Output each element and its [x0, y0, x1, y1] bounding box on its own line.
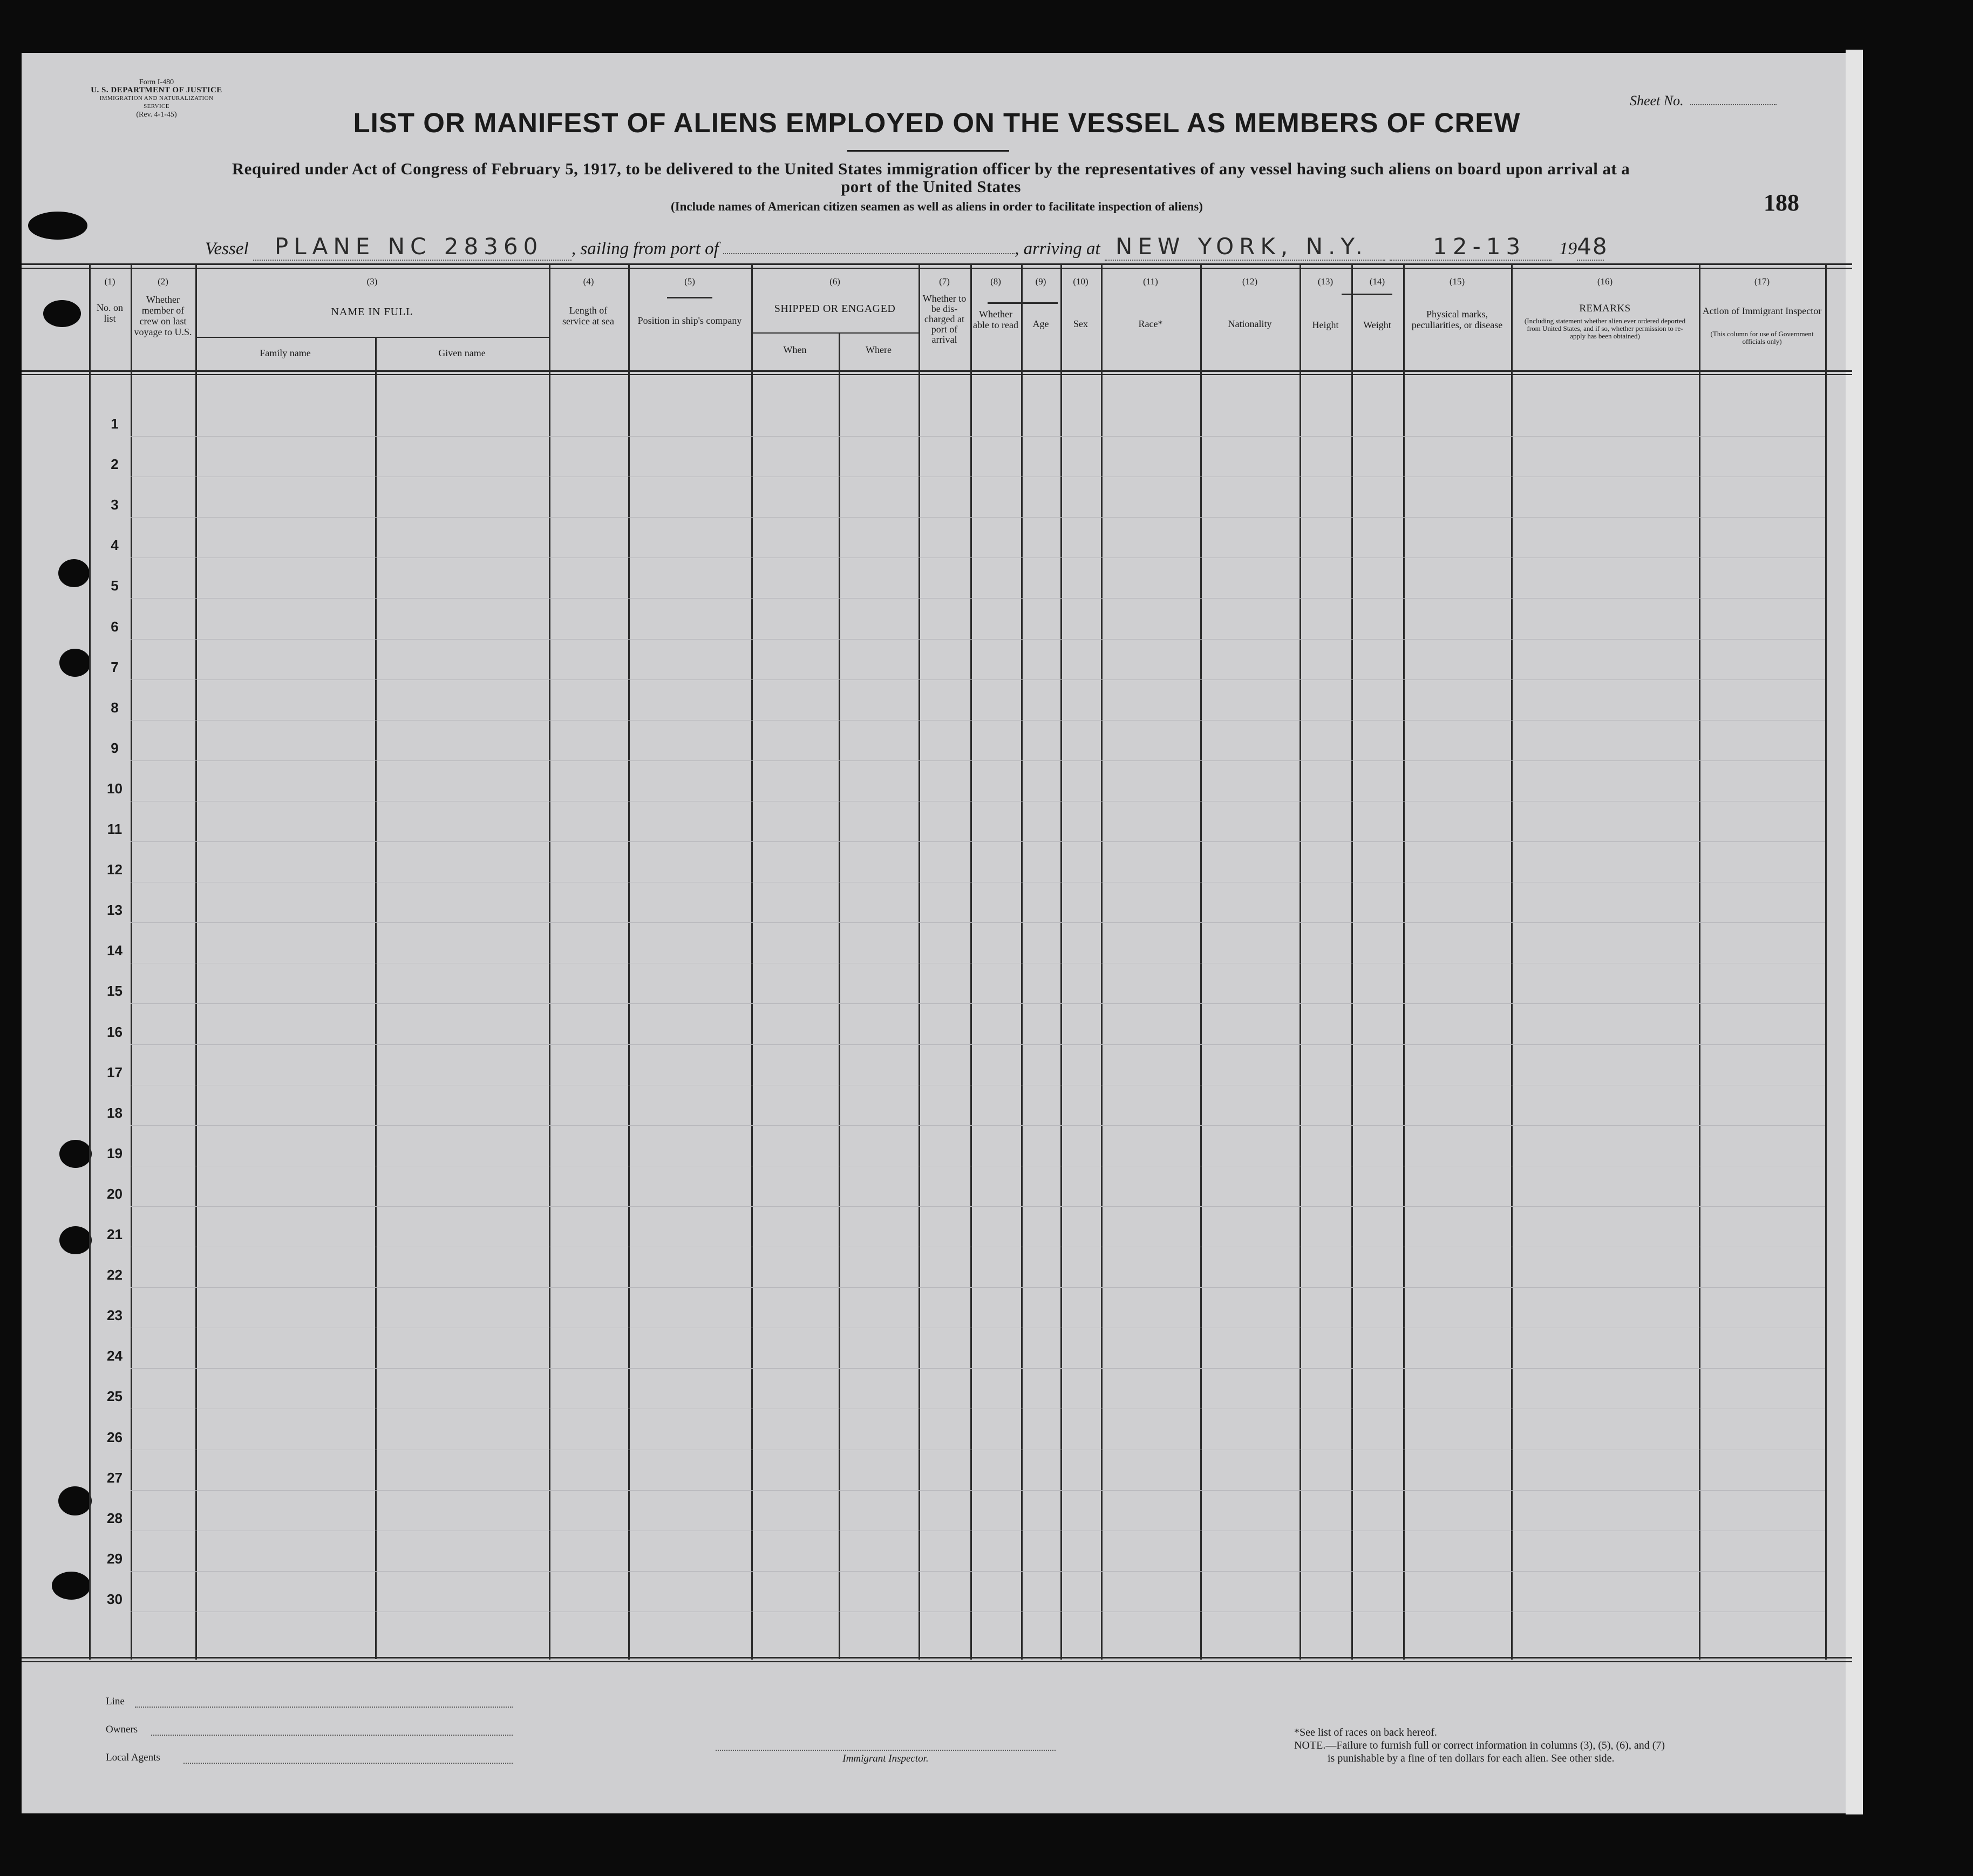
- column-14-number: (14): [1369, 276, 1385, 287]
- title-underline: [847, 150, 1009, 152]
- column-divider: [751, 264, 753, 1660]
- column-divider: [1101, 264, 1103, 1660]
- column-7-number: (7): [939, 276, 950, 287]
- local-agents-label: Local Agents: [106, 1752, 160, 1763]
- requirement-text: [124, 160, 1738, 195]
- page-number-stamp: 188: [1764, 189, 1799, 216]
- date-handwritten: 12-13: [1433, 233, 1526, 260]
- column-1-number: (1): [104, 276, 115, 287]
- row-number: 14: [107, 942, 123, 959]
- column-4-number: (4): [583, 276, 594, 287]
- column-4-header: Length of service at sea: [562, 305, 614, 327]
- table-top-border: [22, 263, 1852, 265]
- when-header: When: [783, 344, 807, 355]
- row-number: 27: [107, 1469, 123, 1486]
- column-12-number: (12): [1242, 276, 1258, 287]
- row-number: 9: [111, 739, 119, 756]
- header-bottom-border-inner: [22, 374, 1852, 375]
- column-8-number: (8): [990, 276, 1001, 287]
- row-number: 11: [107, 821, 123, 837]
- column-15-header: Physical marks, peculiarities, or disease: [1411, 309, 1503, 330]
- row-rule: [131, 517, 1825, 518]
- column-6-number: (6): [829, 276, 840, 287]
- arriving-handwritten: NEW YORK, N.Y.: [1115, 233, 1368, 260]
- row-number: 16: [107, 1023, 123, 1040]
- sheet-number-blank: [1690, 104, 1777, 105]
- row-rule: [131, 922, 1825, 923]
- punch-hole: [28, 212, 87, 240]
- row-rule: [131, 720, 1825, 721]
- column-divider: [919, 264, 920, 1660]
- row-number: 17: [107, 1064, 123, 1080]
- row-rule: [131, 1206, 1825, 1207]
- row-number: 26: [107, 1429, 123, 1445]
- line-field: [135, 1707, 513, 1708]
- punch-hole: [58, 559, 90, 587]
- year-prefix: 19: [1559, 239, 1577, 259]
- row-rule: [131, 639, 1825, 640]
- weight-bracket: [1342, 294, 1392, 295]
- penalty-note-line-1: NOTE.—Failure to furnish full or correct information in columns (3), (5), (6), and (7): [1294, 1739, 1665, 1751]
- column-divider: [1699, 264, 1700, 1660]
- row-number: 6: [111, 618, 119, 635]
- column-divider: [1300, 264, 1301, 1660]
- year-field: [1577, 233, 1608, 261]
- column-5-bracket: [667, 297, 712, 298]
- arriving-port-field: [1105, 233, 1385, 261]
- column-13-header: Height: [1312, 320, 1339, 330]
- row-number: 8: [111, 699, 119, 716]
- row-rule: [131, 841, 1825, 842]
- column-14-header: Weight: [1363, 320, 1391, 330]
- row-number: 5: [111, 577, 119, 594]
- column-11-number: (11): [1143, 276, 1158, 287]
- service-name: IMMIGRATION AND NATURALIZATION SERVICE: [99, 95, 214, 110]
- column-15-number: (15): [1449, 276, 1465, 287]
- row-number: 15: [107, 983, 123, 1000]
- column-divider: [375, 337, 377, 1659]
- penalty-note-line-2: is punishable by a fine of ten dollars for each alien. See other side.: [1328, 1752, 1615, 1764]
- column-2-header: Whether member of crew on last voyage to U.S.: [134, 294, 192, 337]
- sheet-edge: [1846, 50, 1863, 1814]
- column-12-header: Nationality: [1228, 318, 1272, 329]
- age-bracket: [988, 302, 1058, 304]
- form-number: Form I-480: [139, 78, 174, 86]
- row-number: 22: [107, 1267, 123, 1283]
- row-number: 29: [107, 1550, 123, 1567]
- requirement-line-2: port of the United States: [841, 177, 1021, 196]
- row-number: 12: [107, 861, 123, 878]
- column-divider: [89, 264, 91, 1660]
- department-name: U. S. DEPARTMENT OF JUSTICE: [91, 86, 222, 94]
- punch-hole: [58, 1486, 92, 1515]
- row-rule: [131, 598, 1825, 599]
- column-divider: [195, 264, 197, 1660]
- header-bottom-border: [22, 370, 1852, 372]
- column-divider: [1060, 264, 1062, 1660]
- punch-hole: [59, 1140, 92, 1168]
- row-rule: [131, 1125, 1825, 1126]
- column-2-number: (2): [158, 276, 168, 287]
- column-3-header: NAME IN FULL: [331, 306, 413, 318]
- row-number: 1: [111, 416, 119, 432]
- line-label: Line: [106, 1696, 125, 1707]
- owners-field: [151, 1735, 513, 1736]
- column-16-detail: (Including statement whether alien ever ordered deported from United States, and if so, whether permission to re-apply has been obtained): [1524, 317, 1686, 340]
- column-divider: [1200, 264, 1202, 1660]
- column-10-header: Sex: [1073, 318, 1088, 329]
- column-3-number: (3): [366, 276, 378, 287]
- vessel-line: [205, 233, 1608, 261]
- inspector-signature-line: [716, 1750, 1056, 1751]
- row-rule: [131, 1003, 1825, 1004]
- column-divider: [1511, 264, 1513, 1660]
- row-number: 18: [107, 1104, 123, 1121]
- column-17-detail: (This column for use of Government officials only): [1710, 330, 1814, 345]
- year-handwritten: 48: [1577, 233, 1608, 260]
- inspector-label: Immigrant Inspector.: [842, 1753, 929, 1764]
- row-number: 19: [107, 1145, 123, 1161]
- date-field: [1390, 233, 1552, 261]
- page-title: LIST OR MANIFEST OF ALIENS EMPLOYED ON THE VESSEL AS MEMBERS OF CREW: [353, 107, 1521, 138]
- punch-hole: [43, 300, 81, 327]
- row-number: 13: [107, 902, 123, 919]
- column-16-header: REMARKS: [1579, 303, 1631, 314]
- vessel-handwritten: PLANE NC 28360: [274, 233, 543, 260]
- row-rule: [131, 1044, 1825, 1045]
- name-subheader-rule: [195, 337, 549, 338]
- column-1-header: No. on list: [97, 302, 123, 324]
- local-agents-field: [183, 1763, 513, 1764]
- owners-label: Owners: [106, 1724, 138, 1735]
- column-divider: [1825, 264, 1827, 1660]
- where-header: Where: [866, 344, 892, 355]
- row-number: 2: [111, 456, 119, 473]
- vessel-label: Vessel: [205, 239, 249, 259]
- given-name-header: Given name: [438, 348, 486, 358]
- row-rule: [131, 1490, 1825, 1491]
- column-5-number: (5): [684, 276, 695, 287]
- row-rule: [131, 1368, 1825, 1369]
- row-number: 20: [107, 1185, 123, 1202]
- column-9-header: Age: [1032, 318, 1049, 329]
- column-16-number: (16): [1597, 276, 1613, 287]
- punch-hole: [59, 649, 91, 677]
- sheet-number-label: Sheet No.: [1630, 93, 1684, 108]
- punch-hole: [52, 1572, 91, 1600]
- arriving-label: , arriving at: [1015, 239, 1100, 259]
- sailing-port-field: [723, 253, 1015, 254]
- row-number: 30: [107, 1590, 123, 1607]
- sailing-label: , sailing from port of: [571, 239, 719, 259]
- shipped-subheader-rule: [751, 332, 919, 334]
- row-number: 21: [107, 1226, 123, 1242]
- row-rule: [131, 679, 1825, 680]
- column-divider: [970, 264, 972, 1660]
- row-number: 4: [111, 537, 119, 554]
- column-11-header: Race*: [1138, 318, 1163, 329]
- row-rule: [131, 1287, 1825, 1288]
- column-divider: [1351, 264, 1353, 1660]
- column-8-header: Whether able to read: [973, 309, 1018, 330]
- row-rule: [131, 760, 1825, 761]
- table-bottom-border-inner: [22, 1661, 1852, 1662]
- row-number: 7: [111, 658, 119, 675]
- column-6-header: SHIPPED OR ENGAGED: [774, 303, 896, 315]
- punch-hole: [59, 1226, 92, 1254]
- row-rule: [131, 1571, 1825, 1572]
- column-9-number: (9): [1035, 276, 1046, 287]
- row-number: 23: [107, 1307, 123, 1324]
- vessel-field: [253, 233, 572, 261]
- column-divider: [131, 264, 132, 1660]
- column-divider: [839, 332, 840, 1659]
- table-top-border-inner: [22, 268, 1852, 269]
- column-divider: [549, 264, 550, 1660]
- column-17-number: (17): [1754, 276, 1770, 287]
- column-13-number: (13): [1317, 276, 1334, 287]
- column-divider: [628, 264, 630, 1660]
- row-number: 25: [107, 1388, 123, 1405]
- include-note: (Include names of American citizen seamen as well as aliens in order to facilitate inspection of aliens): [671, 200, 1203, 213]
- form-revision: (Rev. 4-1-45): [136, 111, 177, 119]
- column-5-header: Position in ship's company: [637, 315, 742, 326]
- races-footnote: *See list of races on back hereof.: [1294, 1727, 1437, 1738]
- row-rule: [131, 436, 1825, 437]
- column-7-header: Whether to be dis-charged at port of arrival: [922, 293, 967, 345]
- column-10-number: (10): [1073, 276, 1088, 287]
- column-divider: [1021, 264, 1023, 1660]
- row-number: 3: [111, 497, 119, 513]
- table-bottom-border: [22, 1657, 1852, 1659]
- family-name-header: Family name: [260, 348, 311, 358]
- column-17-header: Action of Immigrant Inspector: [1702, 305, 1822, 316]
- row-number: 24: [107, 1348, 123, 1364]
- requirement-line-1: Required under Act of Congress of February 5, 1917, to be delivered to the United States immigration officer by the representatives of any vessel having such aliens on board upon arrival at a: [232, 159, 1630, 178]
- column-divider: [1403, 264, 1405, 1660]
- row-number: 28: [107, 1510, 123, 1526]
- row-number: 10: [107, 780, 123, 797]
